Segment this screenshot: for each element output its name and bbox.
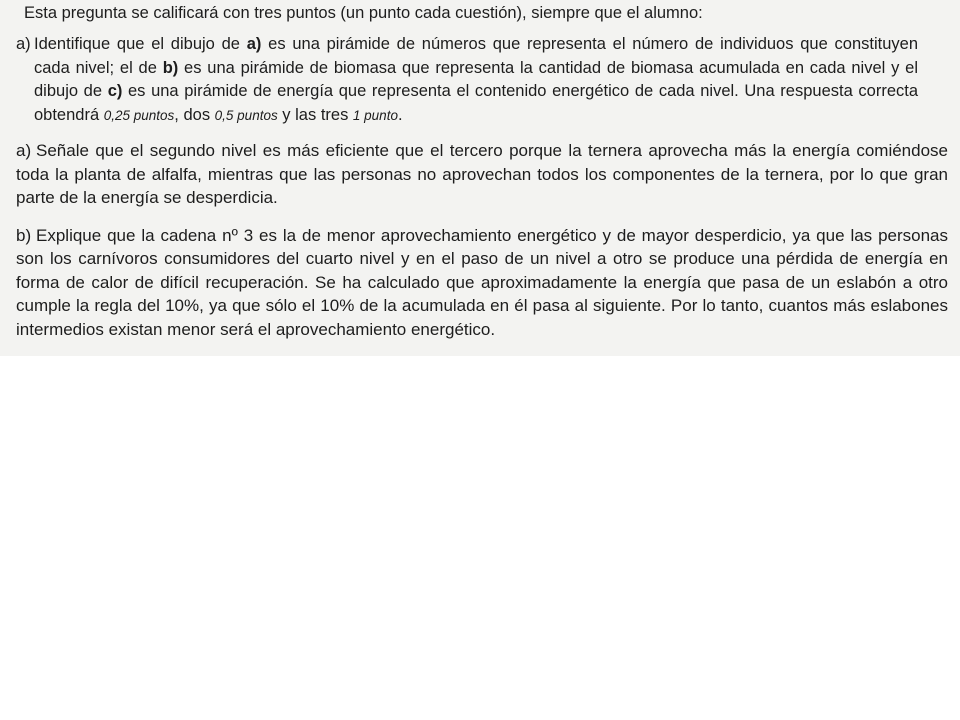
- points-italic: 0,5 puntos: [214, 107, 278, 123]
- item-letter: a): [16, 141, 32, 160]
- text-run: .: [397, 105, 403, 124]
- criterion-b-energy-chain: [16, 224, 948, 342]
- criterion-a-pyramids-text: [34, 33, 918, 127]
- criterion-a-efficiency: [16, 139, 948, 210]
- points-italic: 0,25 puntos: [103, 107, 175, 123]
- bold-label: a): [246, 35, 262, 53]
- text-run: , dos: [174, 105, 215, 124]
- text-run: Señale que el segundo nivel es más eficiente que el tercero porque la ternera aprovecha más la energía comiéndose toda la planta de alfalfa, mientras que las personas no aprovechan todos los componentes de la ternera, por lo que gran parte de la energía se desperdicia.: [16, 141, 948, 207]
- bold-label: c): [107, 82, 123, 100]
- item-letter: a): [16, 35, 31, 53]
- text-run: y las tres: [277, 105, 353, 124]
- bold-label: b): [162, 58, 179, 77]
- text-run: es una pirámide de biomasa que representa la cantidad de biomasa acumulada en cada nivel y el dibujo de: [34, 58, 918, 100]
- points-italic: 1 punto: [352, 107, 398, 123]
- item-letter: b): [16, 225, 32, 245]
- scanned-document: [0, 0, 960, 356]
- criterion-b-energy-chain-text: [16, 224, 948, 342]
- criterion-a-pyramids: [16, 33, 918, 127]
- text-run: es una pirámide de números que representa el número de individuos que constituyen cada nivel; el de: [34, 35, 918, 77]
- intro-text: Esta pregunta se calificará con tres puntos (un punto cada cuestión), siempre que el alumno:: [24, 4, 703, 22]
- text-run: Explique que la cadena nº 3 es la de menor aprovechamiento energético y de mayor desperdicio, ya que las personas son los carnívoros consumidores del cuarto nivel y en el paso de un nivel a otro se produce una pérdida de energía en forma de calor de difícil recuperación. Se ha calculado que aproximadamente la energía que pasa de un eslabón a otro cumple la regla del 10%, ya que sólo el 10% de la acumulada en él pasa al siguiente. Por lo tanto, cuantos más eslabones intermedios existan menor será el aprovechamiento energético.: [16, 225, 948, 339]
- text-run: es una pirámide de energía que representa el contenido energético de cada nivel. Una respuesta correcta obtendrá: [34, 82, 919, 124]
- criterion-a-efficiency-text: [16, 139, 948, 210]
- text-run: Identifique que el dibujo de: [34, 35, 247, 53]
